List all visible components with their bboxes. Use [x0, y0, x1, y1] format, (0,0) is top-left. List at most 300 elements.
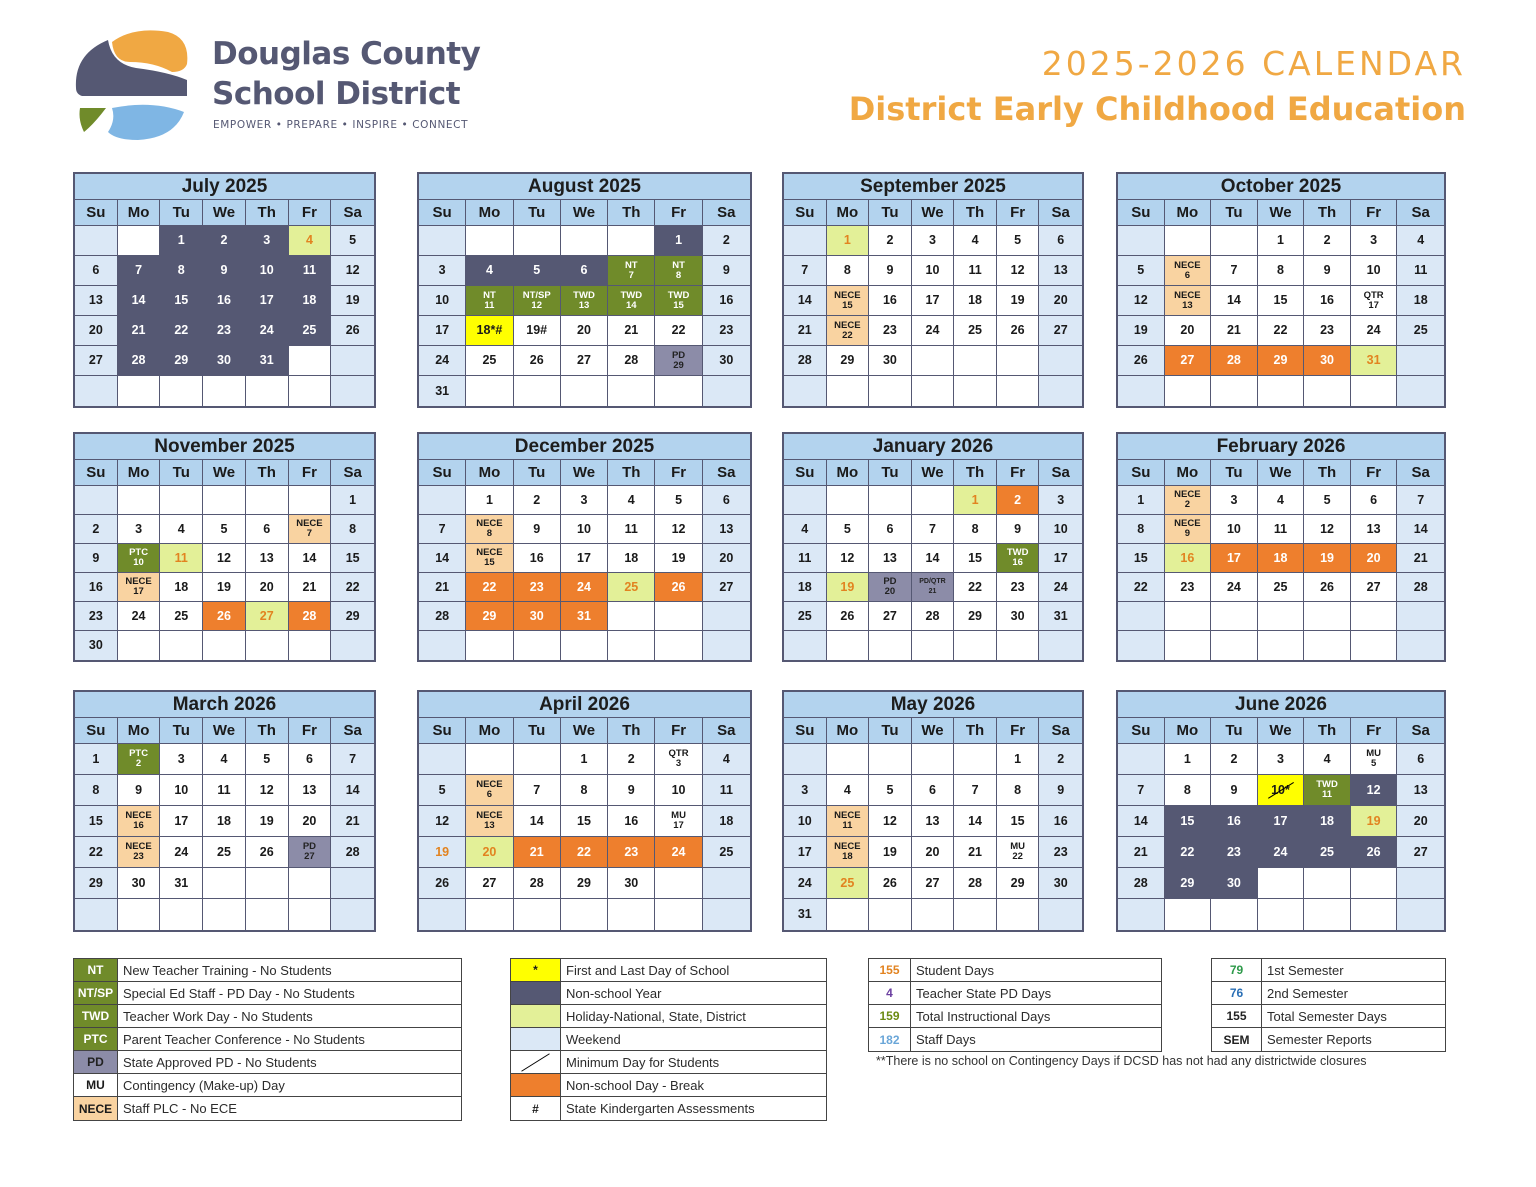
legend-row [1212, 1028, 1445, 1051]
day-cell [1351, 286, 1398, 316]
day-header-sa: Sa [703, 200, 750, 226]
day-cell [419, 256, 466, 286]
day-cell [419, 602, 466, 631]
day-event-code: NECE [834, 841, 861, 852]
day-number: 25 [302, 323, 317, 337]
month-title: September 2025 [784, 174, 1082, 200]
day-header-we: We [912, 460, 955, 486]
day-number: 6 [92, 263, 100, 277]
day-number: 29 [174, 353, 189, 367]
day-event-code: NECE [125, 810, 152, 821]
day-cell [1304, 256, 1351, 286]
day-number: 5 [843, 521, 851, 536]
day-number: 31 [1366, 353, 1381, 367]
day-cell [1258, 602, 1305, 631]
day-cell [912, 544, 955, 573]
day-cell [827, 346, 870, 376]
day-cell [160, 899, 203, 930]
day-cell [784, 486, 827, 515]
day-cell [289, 806, 332, 837]
legend-code: TWD [74, 1005, 118, 1027]
day-cell [1211, 602, 1258, 631]
legend-code [511, 982, 561, 1004]
day-number: 22 [1180, 844, 1195, 859]
day-cell [246, 868, 289, 899]
day-header-su: Su [419, 460, 466, 486]
day-cell [203, 376, 246, 406]
day-cell [869, 631, 912, 660]
day-cell [784, 837, 827, 868]
day-cell [514, 775, 561, 806]
day-number: 21 [529, 844, 544, 859]
day-cell [912, 256, 955, 286]
day-cell [608, 376, 655, 406]
day-number: 21 [797, 323, 812, 337]
day-cell [289, 775, 332, 806]
day-number: 20 [1053, 293, 1068, 307]
day-number: 2 [627, 751, 635, 766]
day-header-tu: Tu [160, 460, 203, 486]
day-number: 3 [263, 233, 271, 247]
day-number: 12 [531, 299, 542, 311]
day-cell [160, 573, 203, 602]
day-cell [289, 486, 332, 515]
day-number: 18 [302, 293, 317, 307]
day-number: 14 [529, 813, 544, 828]
day-header-su: Su [75, 460, 118, 486]
day-cell [784, 256, 827, 286]
day-cell [118, 806, 161, 837]
day-cell [997, 286, 1040, 316]
day-number: 24 [259, 323, 274, 337]
day-number: 12 [1010, 263, 1025, 277]
legend-code [511, 1051, 561, 1073]
day-cell [246, 775, 289, 806]
month-grid [784, 460, 1082, 660]
legend-text: Holiday-National, State, District [566, 1008, 746, 1024]
day-number: 28 [1226, 353, 1241, 367]
day-number: 23 [882, 323, 897, 337]
day-cell [289, 286, 332, 316]
day-header-tu: Tu [869, 460, 912, 486]
day-cell [1039, 515, 1082, 544]
day-cell [1304, 515, 1351, 544]
day-cell [1165, 256, 1212, 286]
day-cell [827, 775, 870, 806]
day-number: 7 [135, 263, 143, 277]
day-cell [246, 515, 289, 544]
day-cell [75, 226, 118, 256]
day-cell [203, 631, 246, 660]
day-cell [1397, 744, 1444, 775]
day-number: 9 [135, 782, 143, 797]
day-number: 17 [1053, 550, 1068, 565]
day-header-tu: Tu [1211, 718, 1258, 744]
day-number: 20 [577, 323, 591, 337]
day-number: 11 [968, 263, 982, 277]
day-cell [784, 515, 827, 544]
day-cell [997, 226, 1040, 256]
day-cell [1165, 316, 1212, 346]
day-event-code: PD [883, 576, 897, 587]
day-cell [561, 868, 608, 899]
day-cell [1118, 256, 1165, 286]
day-cell [1039, 346, 1082, 376]
day-number: 20 [259, 579, 274, 594]
day-cell [655, 544, 702, 573]
day-cell [1165, 837, 1212, 868]
day-cell [1211, 544, 1258, 573]
day-number: 29 [577, 875, 591, 890]
day-cell [1165, 346, 1212, 376]
day-cell [1258, 376, 1305, 406]
day-cell [419, 631, 466, 660]
legend-code: MU [74, 1074, 118, 1096]
day-number: 18 [174, 579, 189, 594]
day-cell [912, 775, 955, 806]
legend-row [511, 1005, 826, 1028]
day-number: 15 [842, 299, 853, 311]
day-number: 2 [1014, 492, 1022, 507]
day-cell [1304, 868, 1351, 899]
legend-row [511, 1051, 826, 1074]
day-number: 11 [217, 782, 231, 797]
day-number: 29 [1010, 875, 1025, 890]
day-number: 18 [217, 813, 231, 828]
day-cell [703, 868, 750, 899]
day-header-sa: Sa [1039, 200, 1082, 226]
legend-row [74, 1097, 461, 1120]
day-number: 3 [1057, 492, 1065, 507]
day-number: 12 [345, 263, 360, 277]
day-number: 5 [886, 782, 894, 797]
calendar-subtitle: District Early Childhood Education [848, 90, 1466, 128]
day-cell [419, 515, 466, 544]
day-number: 7 [1230, 263, 1238, 277]
day-cell [954, 837, 997, 868]
day-cell [703, 316, 750, 346]
day-number: 17 [1226, 550, 1241, 565]
month-title: August 2025 [419, 174, 750, 200]
day-number: 11 [1414, 263, 1428, 277]
day-number: 19 [1320, 550, 1335, 565]
day-cell [1258, 256, 1305, 286]
day-number: 16 [882, 293, 897, 307]
day-cell [419, 544, 466, 573]
day-cell [954, 286, 997, 316]
day-cell [75, 744, 118, 775]
legend-code: 79 [1212, 959, 1262, 981]
day-number: 29 [1273, 353, 1288, 367]
day-cell [75, 631, 118, 660]
day-number: 25 [840, 875, 855, 890]
day-number: 9 [1184, 528, 1190, 539]
day-cell [1351, 868, 1398, 899]
day-cell [75, 346, 118, 376]
legend-code: 76 [1212, 982, 1262, 1004]
day-cell [703, 744, 750, 775]
day-number: 16 [1053, 813, 1068, 828]
day-cell [75, 515, 118, 544]
day-cell [703, 602, 750, 631]
day-number: 14 [345, 782, 360, 797]
legend-text: Non-school Year [566, 985, 662, 1001]
day-cell [1211, 286, 1258, 316]
day-cell [331, 573, 374, 602]
day-number: 11 [624, 521, 638, 536]
day-header-fr: Fr [289, 200, 332, 226]
day-number: 1 [675, 233, 683, 247]
day-cell [997, 486, 1040, 515]
day-cell [1118, 631, 1165, 660]
day-number: 17 [174, 813, 189, 828]
day-number: 11 [719, 782, 733, 797]
day-cell [466, 486, 513, 515]
day-number: 3 [1277, 751, 1284, 766]
legend-text: Parent Teacher Conference - No Students [123, 1031, 365, 1047]
day-number: 16 [1012, 557, 1023, 568]
day-number: 7 [438, 521, 446, 536]
day-number: 23 [624, 844, 639, 859]
day-cell [1304, 226, 1351, 256]
day-number: 12 [1133, 293, 1148, 307]
day-cell [75, 899, 118, 930]
day-cell [608, 573, 655, 602]
day-number: 10 [577, 521, 591, 536]
day-cell [1118, 868, 1165, 899]
day-number: 16 [88, 579, 103, 594]
day-number: 17 [577, 550, 591, 565]
month-title: June 2026 [1118, 692, 1444, 718]
day-number: 1 [971, 492, 979, 507]
day-cell [1258, 544, 1305, 573]
day-cell [997, 837, 1040, 868]
day-cell [703, 486, 750, 515]
legend-code [511, 1074, 561, 1096]
legend-text: Semester Reports [1267, 1032, 1372, 1047]
day-cell [997, 899, 1040, 930]
day-number: 13 [259, 550, 274, 565]
day-cell [784, 744, 827, 775]
day-number: 7 [533, 782, 541, 797]
day-cell [419, 837, 466, 868]
day-cell [1304, 744, 1351, 775]
day-cell [997, 256, 1040, 286]
day-cell [118, 837, 161, 868]
day-cell [1039, 256, 1082, 286]
day-number: 18 [1413, 293, 1428, 307]
legend-text: Teacher State PD Days [916, 985, 1052, 1001]
day-cell [827, 631, 870, 660]
legend-row [511, 1074, 826, 1097]
day-event-code: NECE [834, 289, 861, 301]
day-event-code: NECE [1174, 259, 1201, 271]
day-number: 2 [722, 233, 730, 247]
legend-code: NECE [74, 1097, 118, 1120]
legend-row [1212, 982, 1445, 1005]
legend-text: Total Instructional Days [916, 1008, 1051, 1024]
day-number: 22 [577, 844, 591, 859]
day-event-code: NT/SP [522, 289, 551, 301]
day-cell [784, 775, 827, 806]
day-number: 19 [345, 293, 360, 307]
day-number: 28 [302, 608, 317, 623]
day-cell [419, 346, 466, 376]
month-july-2025 [73, 172, 376, 408]
day-number: 17 [259, 293, 274, 307]
day-header-fr: Fr [655, 718, 702, 744]
day-cell [1351, 806, 1398, 837]
day-cell [608, 806, 655, 837]
day-cell [703, 256, 750, 286]
day-cell [289, 316, 332, 346]
day-number: 1 [485, 492, 493, 507]
day-event-code: NT [624, 259, 638, 271]
day-cell [912, 868, 955, 899]
day-cell [514, 631, 561, 660]
day-cell [1258, 515, 1305, 544]
day-number: 10 [435, 293, 450, 307]
day-header-we: We [203, 460, 246, 486]
day-number: 19 [259, 813, 274, 828]
day-number: 26 [259, 844, 274, 859]
day-cell [954, 515, 997, 544]
day-header-fr: Fr [655, 200, 702, 226]
day-header-mo: Mo [1165, 200, 1212, 226]
day-cell [1351, 837, 1398, 868]
day-number: 14 [131, 293, 146, 307]
day-cell [912, 899, 955, 930]
day-cell [1258, 486, 1305, 515]
day-cell [655, 286, 702, 316]
day-cell [827, 376, 870, 406]
day-cell [954, 602, 997, 631]
legend-text: Minimum Day for Students [566, 1054, 720, 1070]
day-cell [118, 316, 161, 346]
day-cell [514, 256, 561, 286]
day-cell [160, 256, 203, 286]
day-cell [561, 376, 608, 406]
day-event-code: NECE [476, 547, 503, 558]
day-header-we: We [203, 200, 246, 226]
legend-legend4 [1211, 958, 1446, 1052]
day-number: 15 [88, 813, 103, 828]
day-number: 29 [968, 608, 983, 623]
day-number: 1 [92, 751, 100, 766]
day-cell [1258, 346, 1305, 376]
day-number: 2 [220, 233, 228, 247]
day-cell [1211, 868, 1258, 899]
day-cell [1118, 286, 1165, 316]
day-cell [331, 775, 374, 806]
day-cell [1165, 376, 1212, 406]
day-number: 5 [349, 233, 357, 247]
day-cell [1258, 775, 1305, 806]
day-cell [514, 899, 561, 930]
month-title: May 2026 [784, 692, 1082, 718]
day-cell [246, 899, 289, 930]
day-number: 25 [968, 323, 983, 337]
day-cell [75, 376, 118, 406]
day-number: 18 [1273, 550, 1288, 565]
day-cell [954, 806, 997, 837]
day-cell [246, 602, 289, 631]
day-cell [203, 346, 246, 376]
day-cell [703, 806, 750, 837]
legend-row [74, 1005, 461, 1028]
day-cell [827, 544, 870, 573]
tagline: EMPOWER • PREPARE • INSPIRE • CONNECT [213, 119, 469, 131]
day-cell [703, 286, 750, 316]
day-number: 29 [88, 875, 103, 890]
day-number: 21 [302, 579, 317, 594]
day-number: 28 [529, 875, 544, 890]
day-cell [1165, 573, 1212, 602]
day-number: 16 [217, 293, 231, 307]
day-cell [1258, 806, 1305, 837]
day-number: 4 [220, 751, 228, 766]
day-cell [466, 376, 513, 406]
day-number: 25 [482, 353, 497, 367]
day-event-code: TWD [573, 289, 595, 301]
legend-row [869, 982, 1161, 1005]
day-cell [466, 515, 513, 544]
day-cell [997, 775, 1040, 806]
day-cell [246, 837, 289, 868]
day-number: 12 [1320, 521, 1335, 536]
day-cell [703, 899, 750, 930]
day-header-mo: Mo [466, 200, 513, 226]
day-number: 9 [627, 782, 635, 797]
day-number: 22 [88, 844, 103, 859]
legend-row [74, 1074, 461, 1097]
legend-row [74, 1051, 461, 1074]
day-cell [331, 376, 374, 406]
day-cell [869, 316, 912, 346]
day-number: 23 [1053, 844, 1068, 859]
day-number: 1 [1137, 492, 1145, 507]
day-cell [1351, 573, 1398, 602]
day-cell [160, 515, 203, 544]
day-cell [1211, 515, 1258, 544]
month-march-2026 [73, 690, 376, 932]
day-header-th: Th [608, 460, 655, 486]
legend-text: Staff PLC - No ECE [123, 1101, 237, 1116]
day-cell [514, 806, 561, 837]
day-number: 29 [673, 359, 684, 371]
day-cell [1039, 226, 1082, 256]
calendar-title: 2025-2026 CALENDAR [1041, 44, 1466, 83]
day-cell [289, 744, 332, 775]
day-cell [514, 316, 561, 346]
day-number: 4 [1323, 751, 1331, 766]
month-title: April 2026 [419, 692, 750, 718]
day-cell [1304, 376, 1351, 406]
day-number: 25 [624, 579, 639, 594]
day-cell [827, 256, 870, 286]
day-cell [912, 744, 955, 775]
day-number: 23 [88, 608, 103, 623]
day-cell [608, 631, 655, 660]
day-cell [160, 286, 203, 316]
day-number: 12 [435, 813, 450, 828]
day-cell [75, 486, 118, 515]
day-event-code: TWD [1316, 779, 1338, 790]
day-number: 2 [886, 233, 894, 247]
day-number: 5 [263, 751, 271, 766]
day-number: 27 [304, 851, 315, 862]
day-number: 1 [1183, 751, 1191, 766]
